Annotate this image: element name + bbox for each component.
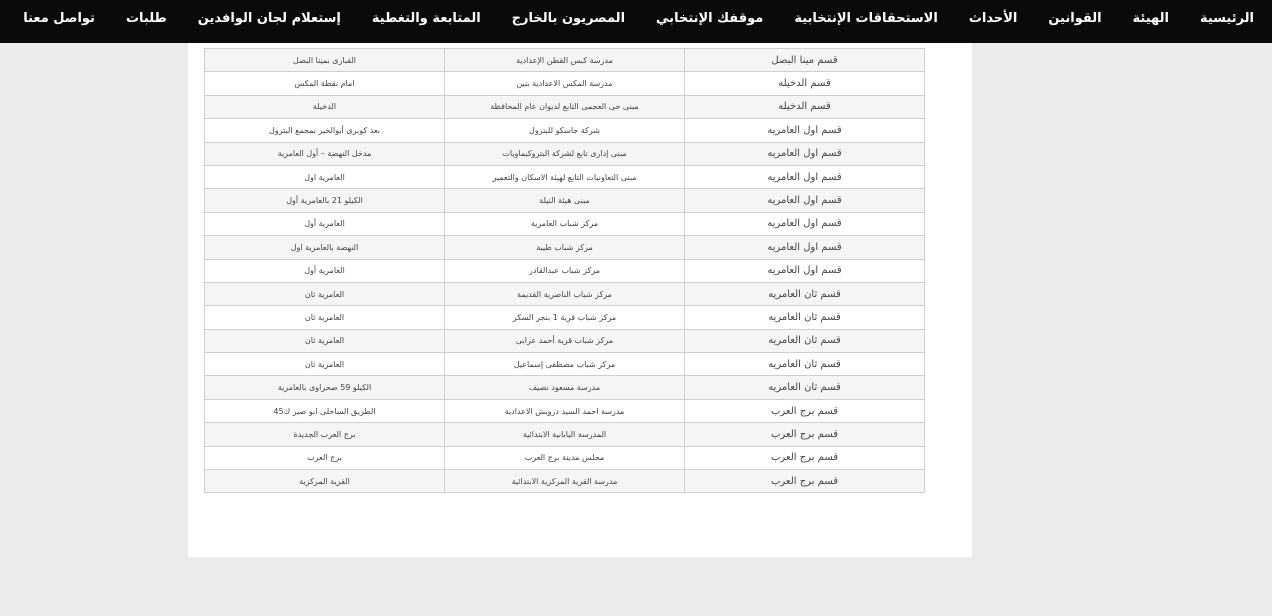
cell-department: قسم اول العامريه	[685, 165, 925, 188]
table-row	[205, 399, 925, 422]
polling-stations-table	[204, 48, 925, 493]
cell-department: قسم ثان العامريه	[685, 353, 925, 376]
cell-department: قسم ثان العامريه	[685, 376, 925, 399]
cell-school: مدرسة المكس الاعدادية بنين	[445, 72, 685, 95]
nav-laws[interactable]: القوانين	[1048, 11, 1102, 26]
table-row	[205, 446, 925, 469]
cell-department: قسم برج العرب	[685, 423, 925, 446]
cell-department: قسم ثان العامريه	[685, 306, 925, 329]
cell-school: مركز شباب العامرية	[445, 212, 685, 235]
nav-events[interactable]: الأحداث	[968, 11, 1018, 26]
cell-address: الكيلو 59 صحراوى بالعامرية	[205, 376, 445, 399]
cell-department: قسم اول العامريه	[685, 236, 925, 259]
cell-department: قسم اول العامريه	[685, 119, 925, 142]
nav-expat-committees[interactable]: إستعلام لجان الوافدين	[197, 11, 341, 26]
cell-school: مركز شباب الناصرية القديمة	[445, 282, 685, 305]
cell-department: قسم اول العامريه	[685, 142, 925, 165]
cell-school: مدرسة كبس القطن الإعدادية	[445, 49, 685, 72]
table-row	[205, 470, 925, 493]
cell-address: العامرية ثان	[205, 329, 445, 352]
nav-contact[interactable]: تواصل معنا	[23, 11, 95, 26]
cell-department: قسم مينا البصل	[685, 49, 925, 72]
table-row	[205, 165, 925, 188]
cell-address: العامرية ثان	[205, 306, 445, 329]
table-row	[205, 423, 925, 446]
nav-egyptians-abroad[interactable]: المصريون بالخارج	[511, 11, 626, 26]
cell-school: شركة جاسكو للبترول	[445, 119, 685, 142]
cell-department: قسم برج العرب	[685, 470, 925, 493]
cell-school: مجلس مدينة برج العرب	[445, 446, 685, 469]
table-row	[205, 189, 925, 212]
table-row	[205, 376, 925, 399]
cell-address: امام نقطة المكس	[205, 72, 445, 95]
cell-school: مبنى هيئة النيلة	[445, 189, 685, 212]
cell-address: الكيلو 21 بالعامرية أول	[205, 189, 445, 212]
nav-home[interactable]: الرئيسية	[1199, 11, 1254, 26]
cell-school: مركز شباب مصطفى إسماعيل	[445, 353, 685, 376]
cell-address: الطريق الساحلى ابو صير ك45	[205, 399, 445, 422]
cell-school: مركز شباب قرية 1 بنجر السكر	[445, 306, 685, 329]
cell-address: الدخيلة	[205, 95, 445, 118]
table-row	[205, 236, 925, 259]
cell-department: قسم الدخيله	[685, 72, 925, 95]
table-body	[205, 49, 925, 493]
cell-address: برج العرب الجديدة	[205, 423, 445, 446]
cell-department: قسم ثان العامريه	[685, 329, 925, 352]
cell-school: مبنى حى العجمى التابع لديوان عام المحافظة	[445, 95, 685, 118]
table-row	[205, 329, 925, 352]
nav-authority[interactable]: الهيئة	[1132, 11, 1169, 26]
cell-department: قسم برج العرب	[685, 399, 925, 422]
cell-address: برج العرب	[205, 446, 445, 469]
cell-department: قسم اول العامريه	[685, 259, 925, 282]
cell-address: العامرية أول	[205, 212, 445, 235]
cell-school: مدرسة مسعود نصيف	[445, 376, 685, 399]
cell-address: القرية المركزية	[205, 470, 445, 493]
nav-elections[interactable]: الاستحقاقات الإنتخابية	[794, 11, 938, 26]
cell-department: قسم ثان العامريه	[685, 282, 925, 305]
cell-school: مركز شباب عبدالقادر	[445, 259, 685, 282]
cell-school: مدرسة احمد السيد درويش الاعدادية	[445, 399, 685, 422]
cell-school: مبنى التعاونيات التابع لهيئة الاسكان والتعمير	[445, 165, 685, 188]
cell-address: العامرية أول	[205, 259, 445, 282]
nav-monitoring[interactable]: المتابعة والتغطية	[371, 11, 481, 26]
table-row	[205, 49, 925, 72]
table-row	[205, 95, 925, 118]
polling-stations-table-wrap	[204, 48, 924, 493]
table-row	[205, 212, 925, 235]
cell-address: العامرية اول	[205, 165, 445, 188]
cell-address: مدخل النهضة – أول العامرية	[205, 142, 445, 165]
cell-address: العامرية ثان	[205, 282, 445, 305]
nav-requests[interactable]: طلبات	[125, 11, 167, 26]
cell-department: قسم الدخيله	[685, 95, 925, 118]
cell-school: مركز شباب قرية أحمد عرابى	[445, 329, 685, 352]
table-row	[205, 259, 925, 282]
table-row	[205, 306, 925, 329]
cell-address: العامرية ثان	[205, 353, 445, 376]
cell-address: النهضة بالعامرية اول	[205, 236, 445, 259]
table-row	[205, 119, 925, 142]
top-navigation	[0, 0, 1272, 43]
table-row	[205, 353, 925, 376]
cell-school: مبنى إدارى تابع لشركة البتروكيماويات	[445, 142, 685, 165]
cell-school: مدرسة القرية المركزية الابتدائية	[445, 470, 685, 493]
nav-voter-status[interactable]: موقفك الإنتخابي	[656, 11, 764, 26]
cell-school: المدرسة اليابانية الابتدائية	[445, 423, 685, 446]
table-row	[205, 142, 925, 165]
table-row	[205, 72, 925, 95]
cell-department: قسم برج العرب	[685, 446, 925, 469]
cell-address: بعد كوبرى أبوالخير بمجمع البترول	[205, 119, 445, 142]
cell-department: قسم اول العامريه	[685, 212, 925, 235]
table-row	[205, 282, 925, 305]
cell-department: قسم اول العامريه	[685, 189, 925, 212]
cell-address: القبارى بمينا البصل	[205, 49, 445, 72]
cell-school: مركز شباب طيبة	[445, 236, 685, 259]
